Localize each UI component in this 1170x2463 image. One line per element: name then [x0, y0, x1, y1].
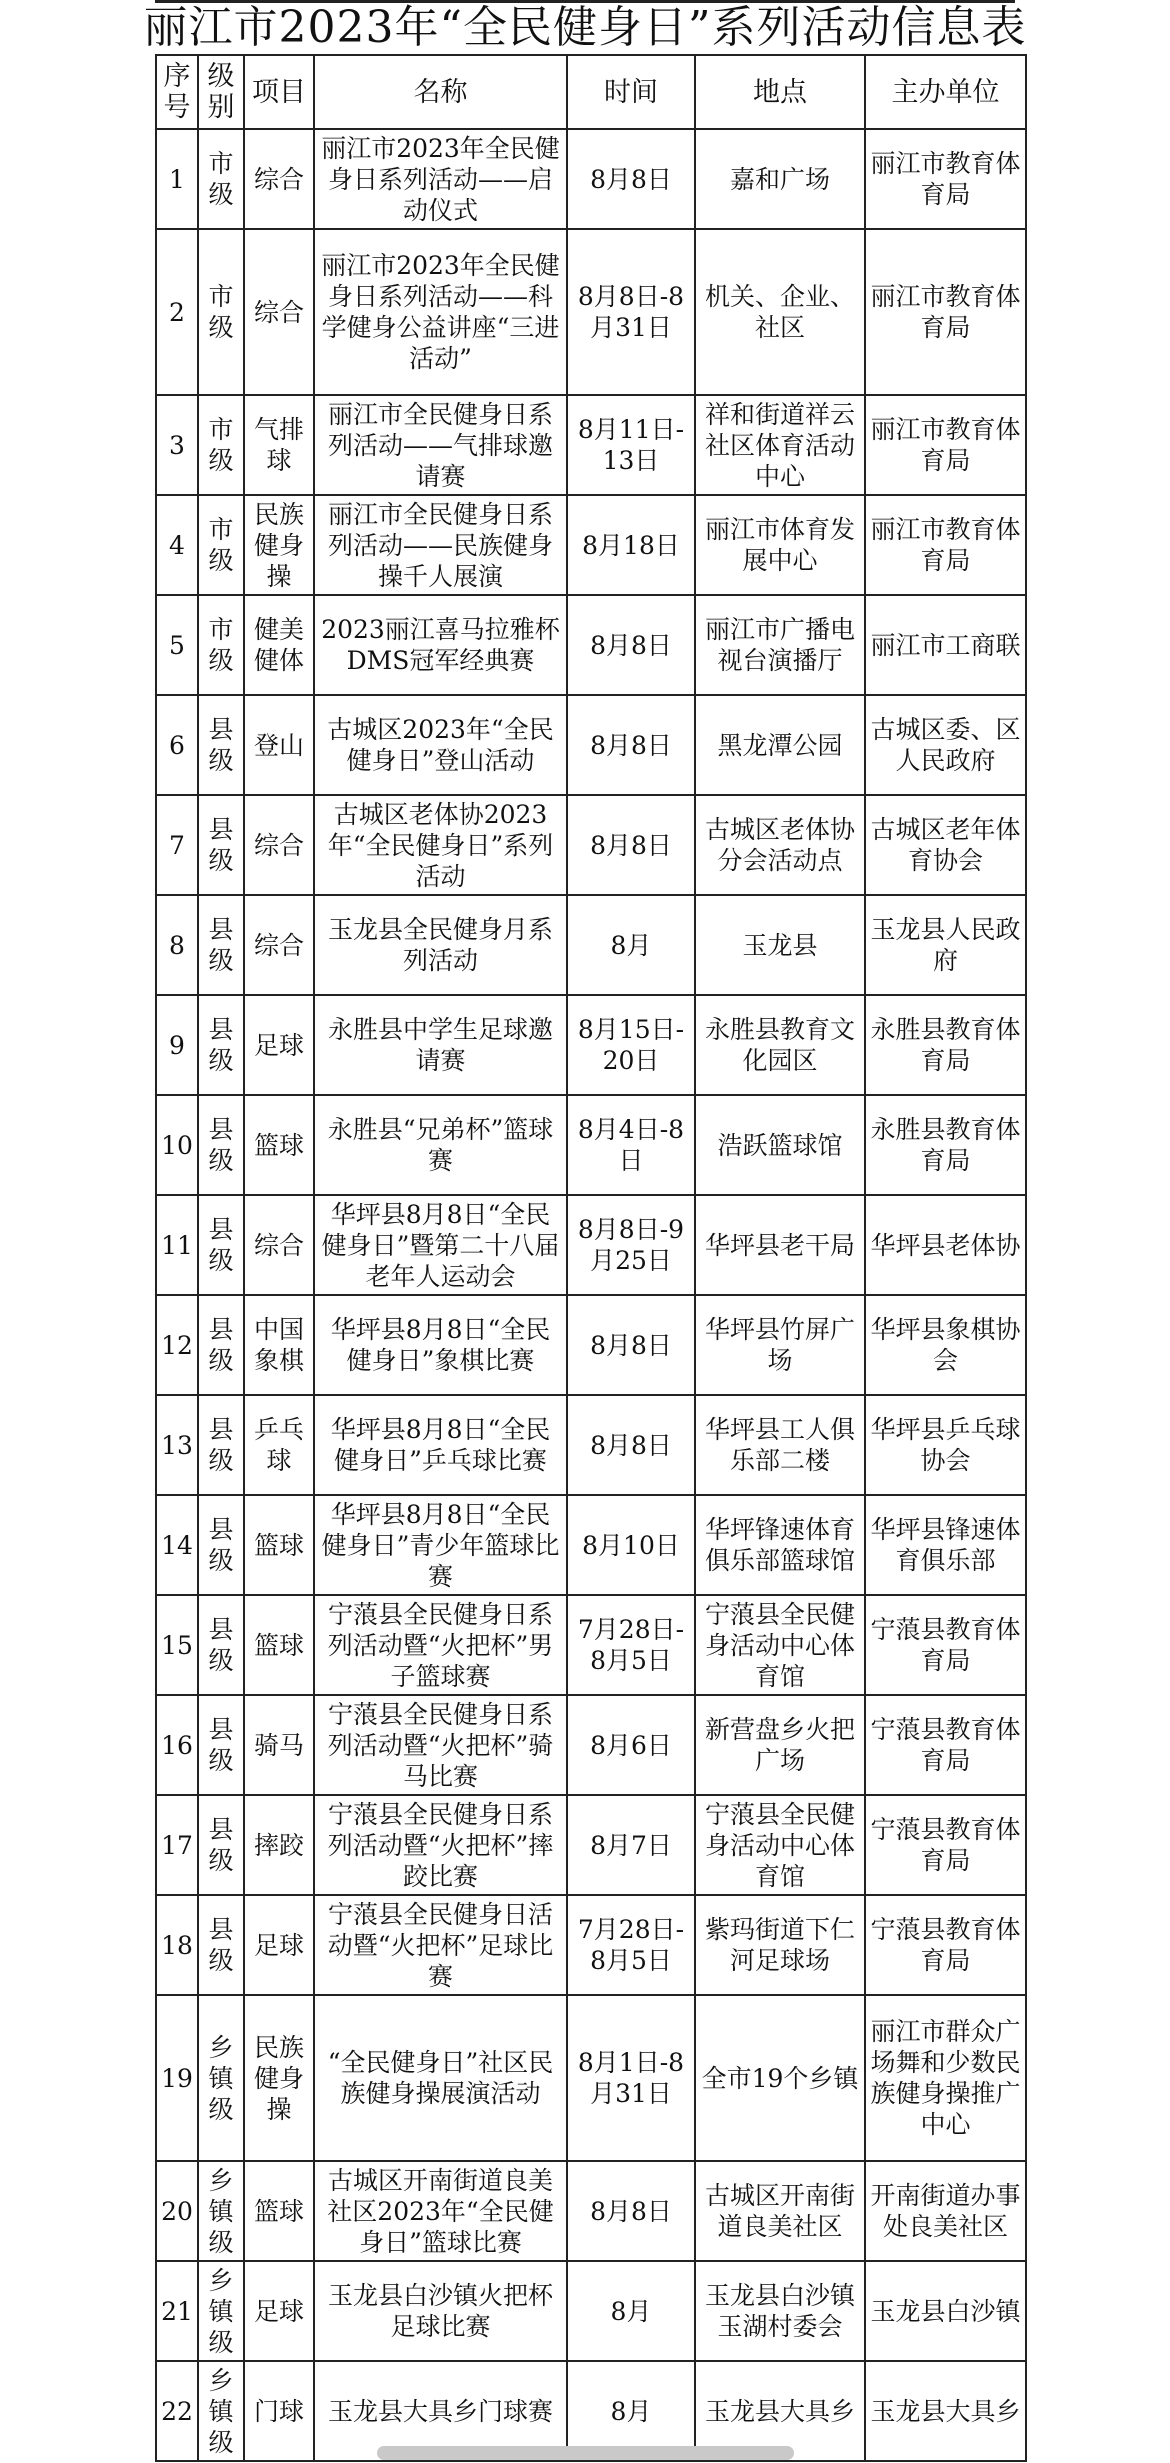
cell-host: 宁蒗县教育体育局: [865, 1795, 1026, 1895]
cell-seq: 15: [156, 1595, 198, 1695]
cell-time: 8月: [567, 2261, 695, 2361]
cell-level: 乡镇级: [198, 2261, 244, 2361]
table-row: [156, 2161, 1026, 2261]
table-row: [156, 495, 1026, 595]
cell-time: 8月8日: [567, 1395, 695, 1495]
cell-name: 丽江市2023年全民健身日系列活动——科学健身公益讲座“三进活动”: [314, 229, 567, 395]
table-row: [156, 1295, 1026, 1395]
cell-time: 8月8日: [567, 129, 695, 229]
cell-host: 古城区委、区人民政府: [865, 695, 1026, 795]
cell-host: 宁蒗县教育体育局: [865, 1595, 1026, 1695]
page-title: 丽江市2023年“全民健身日”系列活动信息表: [143, 2, 1027, 53]
table-row: [156, 1195, 1026, 1295]
cell-project: 民族健身操: [244, 1995, 314, 2161]
cell-seq: 12: [156, 1295, 198, 1395]
cell-name: 玉龙县大具乡门球赛: [314, 2361, 567, 2461]
cell-name: 华坪县8月8日“全民健身日”象棋比赛: [314, 1295, 567, 1395]
cell-project: 综合: [244, 895, 314, 995]
cell-host: 华坪县乒乓球协会: [865, 1395, 1026, 1495]
cell-level: 县级: [198, 895, 244, 995]
header-host: 主办单位: [865, 55, 1026, 129]
cell-host: 丽江市教育体育局: [865, 229, 1026, 395]
cell-host: 华坪县老体协: [865, 1195, 1026, 1295]
cell-project: 中国象棋: [244, 1295, 314, 1395]
cell-project: 门球: [244, 2361, 314, 2461]
cell-name: 永胜县“兄弟杯”篮球赛: [314, 1095, 567, 1195]
cell-level: 县级: [198, 1095, 244, 1195]
cell-time: 8月18日: [567, 495, 695, 595]
cell-time: 8月8日-9月25日: [567, 1195, 695, 1295]
cell-project: 足球: [244, 2261, 314, 2361]
table-row: [156, 2261, 1026, 2361]
cell-level: 市级: [198, 229, 244, 395]
table-row: [156, 129, 1026, 229]
table-row: [156, 1995, 1026, 2161]
cell-project: 篮球: [244, 1095, 314, 1195]
header-seq: 序号: [156, 55, 198, 129]
cell-project: 足球: [244, 995, 314, 1095]
cell-time: 8月8日-8月31日: [567, 229, 695, 395]
cell-level: 县级: [198, 795, 244, 895]
cell-project: 登山: [244, 695, 314, 795]
cell-seq: 21: [156, 2261, 198, 2361]
cell-name: 古城区开南街道良美社区2023年“全民健身日”篮球比赛: [314, 2161, 567, 2261]
table-row: [156, 1895, 1026, 1995]
cell-host: 丽江市教育体育局: [865, 495, 1026, 595]
cell-level: 县级: [198, 695, 244, 795]
cell-seq: 16: [156, 1695, 198, 1795]
table-row: [156, 229, 1026, 395]
cell-seq: 13: [156, 1395, 198, 1495]
cell-time: 8月8日: [567, 595, 695, 695]
cell-name: 宁蒗县全民健身日系列活动暨“火把杯”男子篮球赛: [314, 1595, 567, 1695]
cell-name: 玉龙县白沙镇火把杯足球比赛: [314, 2261, 567, 2361]
cell-time: 8月7日: [567, 1795, 695, 1895]
cell-place: 丽江市广播电视台演播厅: [695, 595, 865, 695]
cell-place: 古城区开南街道良美社区: [695, 2161, 865, 2261]
cell-time: 8月8日: [567, 695, 695, 795]
cell-place: 华坪锋速体育俱乐部篮球馆: [695, 1495, 865, 1595]
cell-level: 市级: [198, 495, 244, 595]
cell-time: 7月28日-8月5日: [567, 1595, 695, 1695]
table-row: [156, 1595, 1026, 1695]
cell-seq: 17: [156, 1795, 198, 1895]
table-row: [156, 1695, 1026, 1795]
header-level: 级别: [198, 55, 244, 129]
cell-name: 宁蒗县全民健身日活动暨“火把杯”足球比赛: [314, 1895, 567, 1995]
cell-project: 气排球: [244, 395, 314, 495]
cell-time: 8月: [567, 895, 695, 995]
cell-level: 乡镇级: [198, 1995, 244, 2161]
cell-seq: 6: [156, 695, 198, 795]
cell-host: 宁蒗县教育体育局: [865, 1695, 1026, 1795]
cell-time: 8月11日-13日: [567, 395, 695, 495]
cell-place: 祥和街道祥云社区体育活动中心: [695, 395, 865, 495]
cell-level: 县级: [198, 995, 244, 1095]
cell-seq: 5: [156, 595, 198, 695]
table-row: [156, 795, 1026, 895]
cell-name: 华坪县8月8日“全民健身日”暨第二十八届老年人运动会: [314, 1195, 567, 1295]
cell-project: 健美健体: [244, 595, 314, 695]
cell-name: 宁蒗县全民健身日系列活动暨“火把杯”摔跤比赛: [314, 1795, 567, 1895]
cell-seq: 7: [156, 795, 198, 895]
cell-level: 县级: [198, 1795, 244, 1895]
cell-time: 8月8日: [567, 2161, 695, 2261]
cell-time: 8月10日: [567, 1495, 695, 1595]
table-row: [156, 995, 1026, 1095]
cell-seq: 22: [156, 2361, 198, 2461]
cell-name: 宁蒗县全民健身日系列活动暨“火把杯”骑马比赛: [314, 1695, 567, 1795]
cell-project: 乒乓球: [244, 1395, 314, 1495]
cell-seq: 18: [156, 1895, 198, 1995]
cell-project: 足球: [244, 1895, 314, 1995]
cell-host: 开南街道办事处良美社区: [865, 2161, 1026, 2261]
cell-name: 2023丽江喜马拉雅杯DMS冠军经典赛: [314, 595, 567, 695]
cell-seq: 11: [156, 1195, 198, 1295]
cell-host: 永胜县教育体育局: [865, 1095, 1026, 1195]
horizontal-scrollbar[interactable]: [377, 2446, 794, 2460]
cell-seq: 1: [156, 129, 198, 229]
table-row: [156, 1395, 1026, 1495]
cell-time: 8月8日: [567, 1295, 695, 1395]
cell-level: 市级: [198, 395, 244, 495]
cell-host: 玉龙县人民政府: [865, 895, 1026, 995]
cell-place: 新营盘乡火把广场: [695, 1695, 865, 1795]
table-body: [156, 129, 1026, 2461]
cell-name: 玉龙县全民健身月系列活动: [314, 895, 567, 995]
cell-place: 玉龙县白沙镇玉湖村委会: [695, 2261, 865, 2361]
table-row: [156, 395, 1026, 495]
cell-level: 市级: [198, 129, 244, 229]
cell-place: 紫玛街道下仁河足球场: [695, 1895, 865, 1995]
table-row: [156, 895, 1026, 995]
cell-name: “全民健身日”社区民族健身操展演活动: [314, 1995, 567, 2161]
cell-time: 8月1日-8月31日: [567, 1995, 695, 2161]
cell-place: 全市19个乡镇: [695, 1995, 865, 2161]
cell-name: 丽江市全民健身日系列活动——气排球邀请赛: [314, 395, 567, 495]
cell-time: 8月6日: [567, 1695, 695, 1795]
cell-host: 玉龙县白沙镇: [865, 2261, 1026, 2361]
cell-place: 华坪县工人俱乐部二楼: [695, 1395, 865, 1495]
cell-place: 机关、企业、社区: [695, 229, 865, 395]
header-name: 名称: [314, 55, 567, 129]
table-row: [156, 1095, 1026, 1195]
cell-level: 县级: [198, 1295, 244, 1395]
cell-seq: 10: [156, 1095, 198, 1195]
cell-place: 黑龙潭公园: [695, 695, 865, 795]
cell-seq: 14: [156, 1495, 198, 1595]
cell-host: 丽江市教育体育局: [865, 395, 1026, 495]
cell-time: 8月8日: [567, 795, 695, 895]
cell-level: 县级: [198, 1695, 244, 1795]
cell-level: 市级: [198, 595, 244, 695]
cell-seq: 8: [156, 895, 198, 995]
cell-place: 浩跃篮球馆: [695, 1095, 865, 1195]
table-row: [156, 695, 1026, 795]
cell-place: 宁蒗县全民健身活动中心体育馆: [695, 1795, 865, 1895]
cell-time: 7月28日-8月5日: [567, 1895, 695, 1995]
cell-project: 综合: [244, 1195, 314, 1295]
cell-place: 丽江市体育发展中心: [695, 495, 865, 595]
cell-seq: 4: [156, 495, 198, 595]
header-time: 时间: [567, 55, 695, 129]
cell-project: 综合: [244, 229, 314, 395]
cell-name: 古城区老体协2023年“全民健身日”系列活动: [314, 795, 567, 895]
cell-name: 华坪县8月8日“全民健身日”青少年篮球比赛: [314, 1495, 567, 1595]
cell-place: 华坪县竹屏广场: [695, 1295, 865, 1395]
cell-seq: 9: [156, 995, 198, 1095]
cell-level: 县级: [198, 1595, 244, 1695]
header-place: 地点: [695, 55, 865, 129]
cell-project: 篮球: [244, 1595, 314, 1695]
cell-level: 县级: [198, 1195, 244, 1295]
cell-level: 县级: [198, 1395, 244, 1495]
cell-name: 古城区2023年“全民健身日”登山活动: [314, 695, 567, 795]
cell-level: 乡镇级: [198, 2161, 244, 2261]
cell-name: 华坪县8月8日“全民健身日”乒乓球比赛: [314, 1395, 567, 1495]
table-row: [156, 595, 1026, 695]
cell-project: 综合: [244, 129, 314, 229]
cell-host: 华坪县锋速体育俱乐部: [865, 1495, 1026, 1595]
table-row: [156, 1795, 1026, 1895]
cell-place: 古城区老体协分会活动点: [695, 795, 865, 895]
cell-time: 8月: [567, 2361, 695, 2461]
cell-name: 永胜县中学生足球邀请赛: [314, 995, 567, 1095]
cell-host: 宁蒗县教育体育局: [865, 1895, 1026, 1995]
cell-place: 永胜县教育文化园区: [695, 995, 865, 1095]
cell-level: 乡镇级: [198, 2361, 244, 2461]
cell-host: 玉龙县大具乡: [865, 2361, 1026, 2461]
activities-table: [155, 54, 1027, 2462]
cell-place: 嘉和广场: [695, 129, 865, 229]
cell-project: 骑马: [244, 1695, 314, 1795]
cell-place: 玉龙县: [695, 895, 865, 995]
cell-host: 丽江市工商联: [865, 595, 1026, 695]
cell-host: 丽江市教育体育局: [865, 129, 1026, 229]
cell-seq: 3: [156, 395, 198, 495]
cell-place: 玉龙县大具乡: [695, 2361, 865, 2461]
cell-host: 永胜县教育体育局: [865, 995, 1026, 1095]
table-header-row: [156, 55, 1026, 129]
cell-host: 古城区老年体育协会: [865, 795, 1026, 895]
cell-name: 丽江市全民健身日系列活动——民族健身操千人展演: [314, 495, 567, 595]
cell-level: 县级: [198, 1895, 244, 1995]
cell-host: 丽江市群众广场舞和少数民族健身操推广中心: [865, 1995, 1026, 2161]
cell-seq: 19: [156, 1995, 198, 2161]
cell-time: 8月15日-20日: [567, 995, 695, 1095]
cell-project: 综合: [244, 795, 314, 895]
cell-project: 篮球: [244, 1495, 314, 1595]
cell-project: 篮球: [244, 2161, 314, 2261]
cell-project: 摔跤: [244, 1795, 314, 1895]
table-row: [156, 1495, 1026, 1595]
cell-place: 宁蒗县全民健身活动中心体育馆: [695, 1595, 865, 1695]
cell-seq: 2: [156, 229, 198, 395]
cell-host: 华坪县象棋协会: [865, 1295, 1026, 1395]
cell-time: 8月4日-8日: [567, 1095, 695, 1195]
cell-seq: 20: [156, 2161, 198, 2261]
cell-level: 县级: [198, 1495, 244, 1595]
cell-place: 华坪县老干局: [695, 1195, 865, 1295]
cell-project: 民族健身操: [244, 495, 314, 595]
cell-name: 丽江市2023年全民健身日系列活动——启动仪式: [314, 129, 567, 229]
header-project: 项目: [244, 55, 314, 129]
